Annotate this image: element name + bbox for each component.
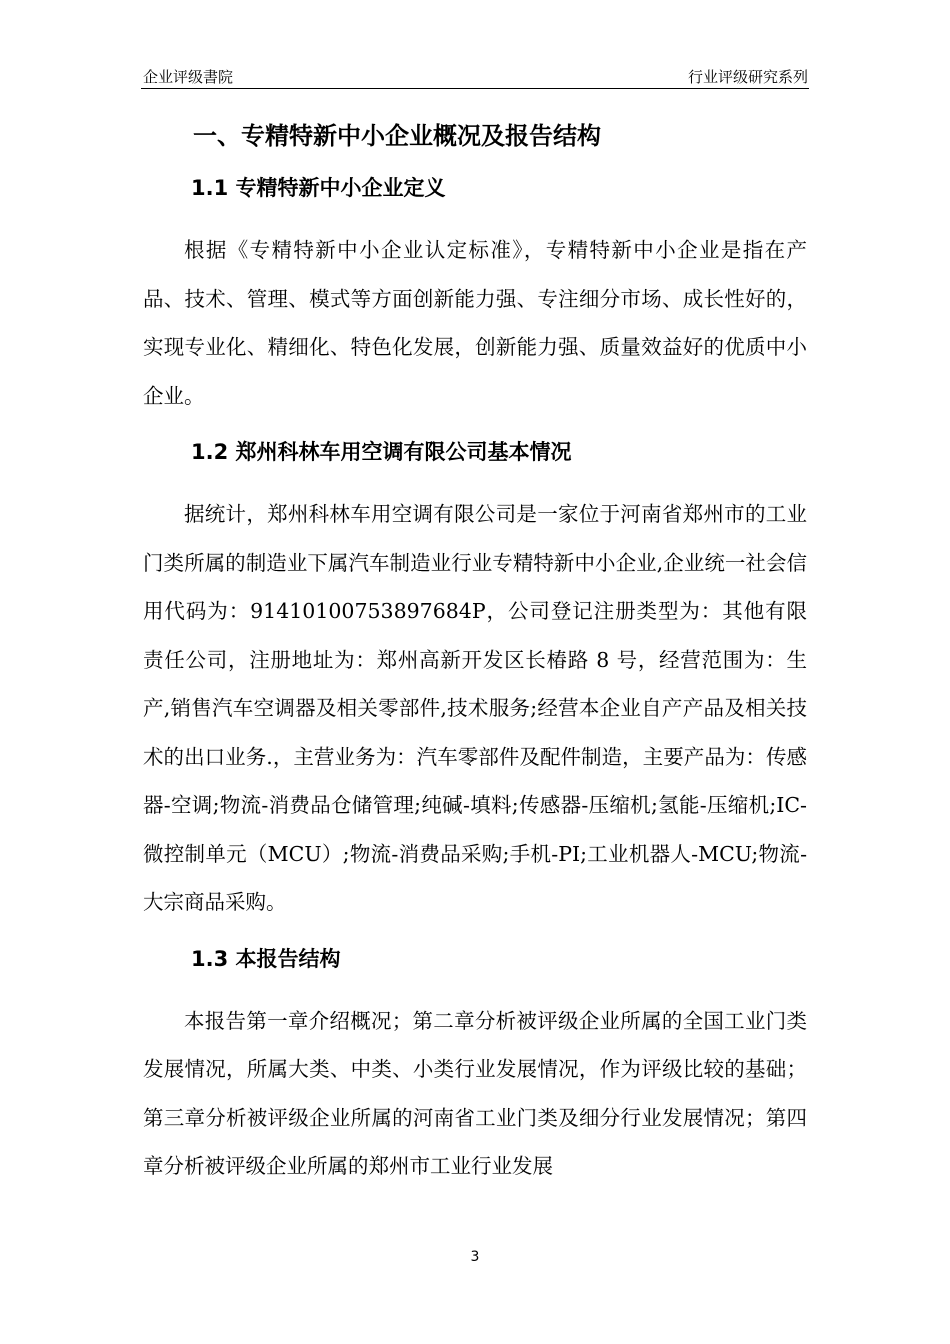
header-left-title: 企业评级書院 — [143, 68, 234, 86]
page-number: 3 — [470, 1249, 480, 1265]
page-body — [143, 112, 807, 1203]
section-paragraph-1-2: 据统计，郑州科林车用空调有限公司是一家位于河南省郑州市的工业门类所属的制造业下属汽车制造业行业专精特新中小企业,企业统一社会信用代码为：91410100753897684P，公司登记注册类型为：其他有限责任公司，注册地址为：郑州高新开发区长椿路 8 号，经营范围为：生产,销售汽车空调器及相关零部件,技术服务;经营本企业自产产品及相关技术的出口业务.，主营业务为：汽车零部件及配件制造，主要产品为：传感器-空调;物流-消费品仓储管理;纯碱-填料;传感器-压缩机;氢能-压缩机;IC-微控制单元（MCU）;物流-消费品采购;手机-PI;工业机器人-MCU;物流-大宗商品采购。 — [143, 502, 807, 914]
chapter-title: 一、专精特新中小企业概况及报告结构 — [193, 122, 601, 150]
section-heading-1-3: 1.3 本报告结构 — [191, 946, 341, 971]
header-right-title: 行业评级研究系列 — [687, 68, 808, 86]
section-heading-1-1: 1.1 专精特新中小企业定义 — [191, 176, 446, 200]
section-heading-1-2: 1.2 郑州科林车用空调有限公司基本情况 — [191, 440, 572, 464]
section-paragraph-1-1: 根据《专精特新中小企业认定标准》，专精特新中小企业是指在产品、技术、管理、模式等方面创新能力强、专注细分市场、成长性好的，实现专业化、精细化、特色化发展，创新能力强、质量效益好的优质中小企业。 — [143, 238, 807, 408]
section-paragraph-1-3: 本报告第一章介绍概况；第二章分析被评级企业所属的全国工业门类发展情况，所属大类、中类、小类行业发展情况，作为评级比较的基础；第三章分析被评级企业所属的河南省工业门类及细分行业发展情况；第四章分析被评级企业所属的郑州市工业行业发展 — [143, 1008, 807, 1178]
header-divider — [141, 88, 809, 89]
